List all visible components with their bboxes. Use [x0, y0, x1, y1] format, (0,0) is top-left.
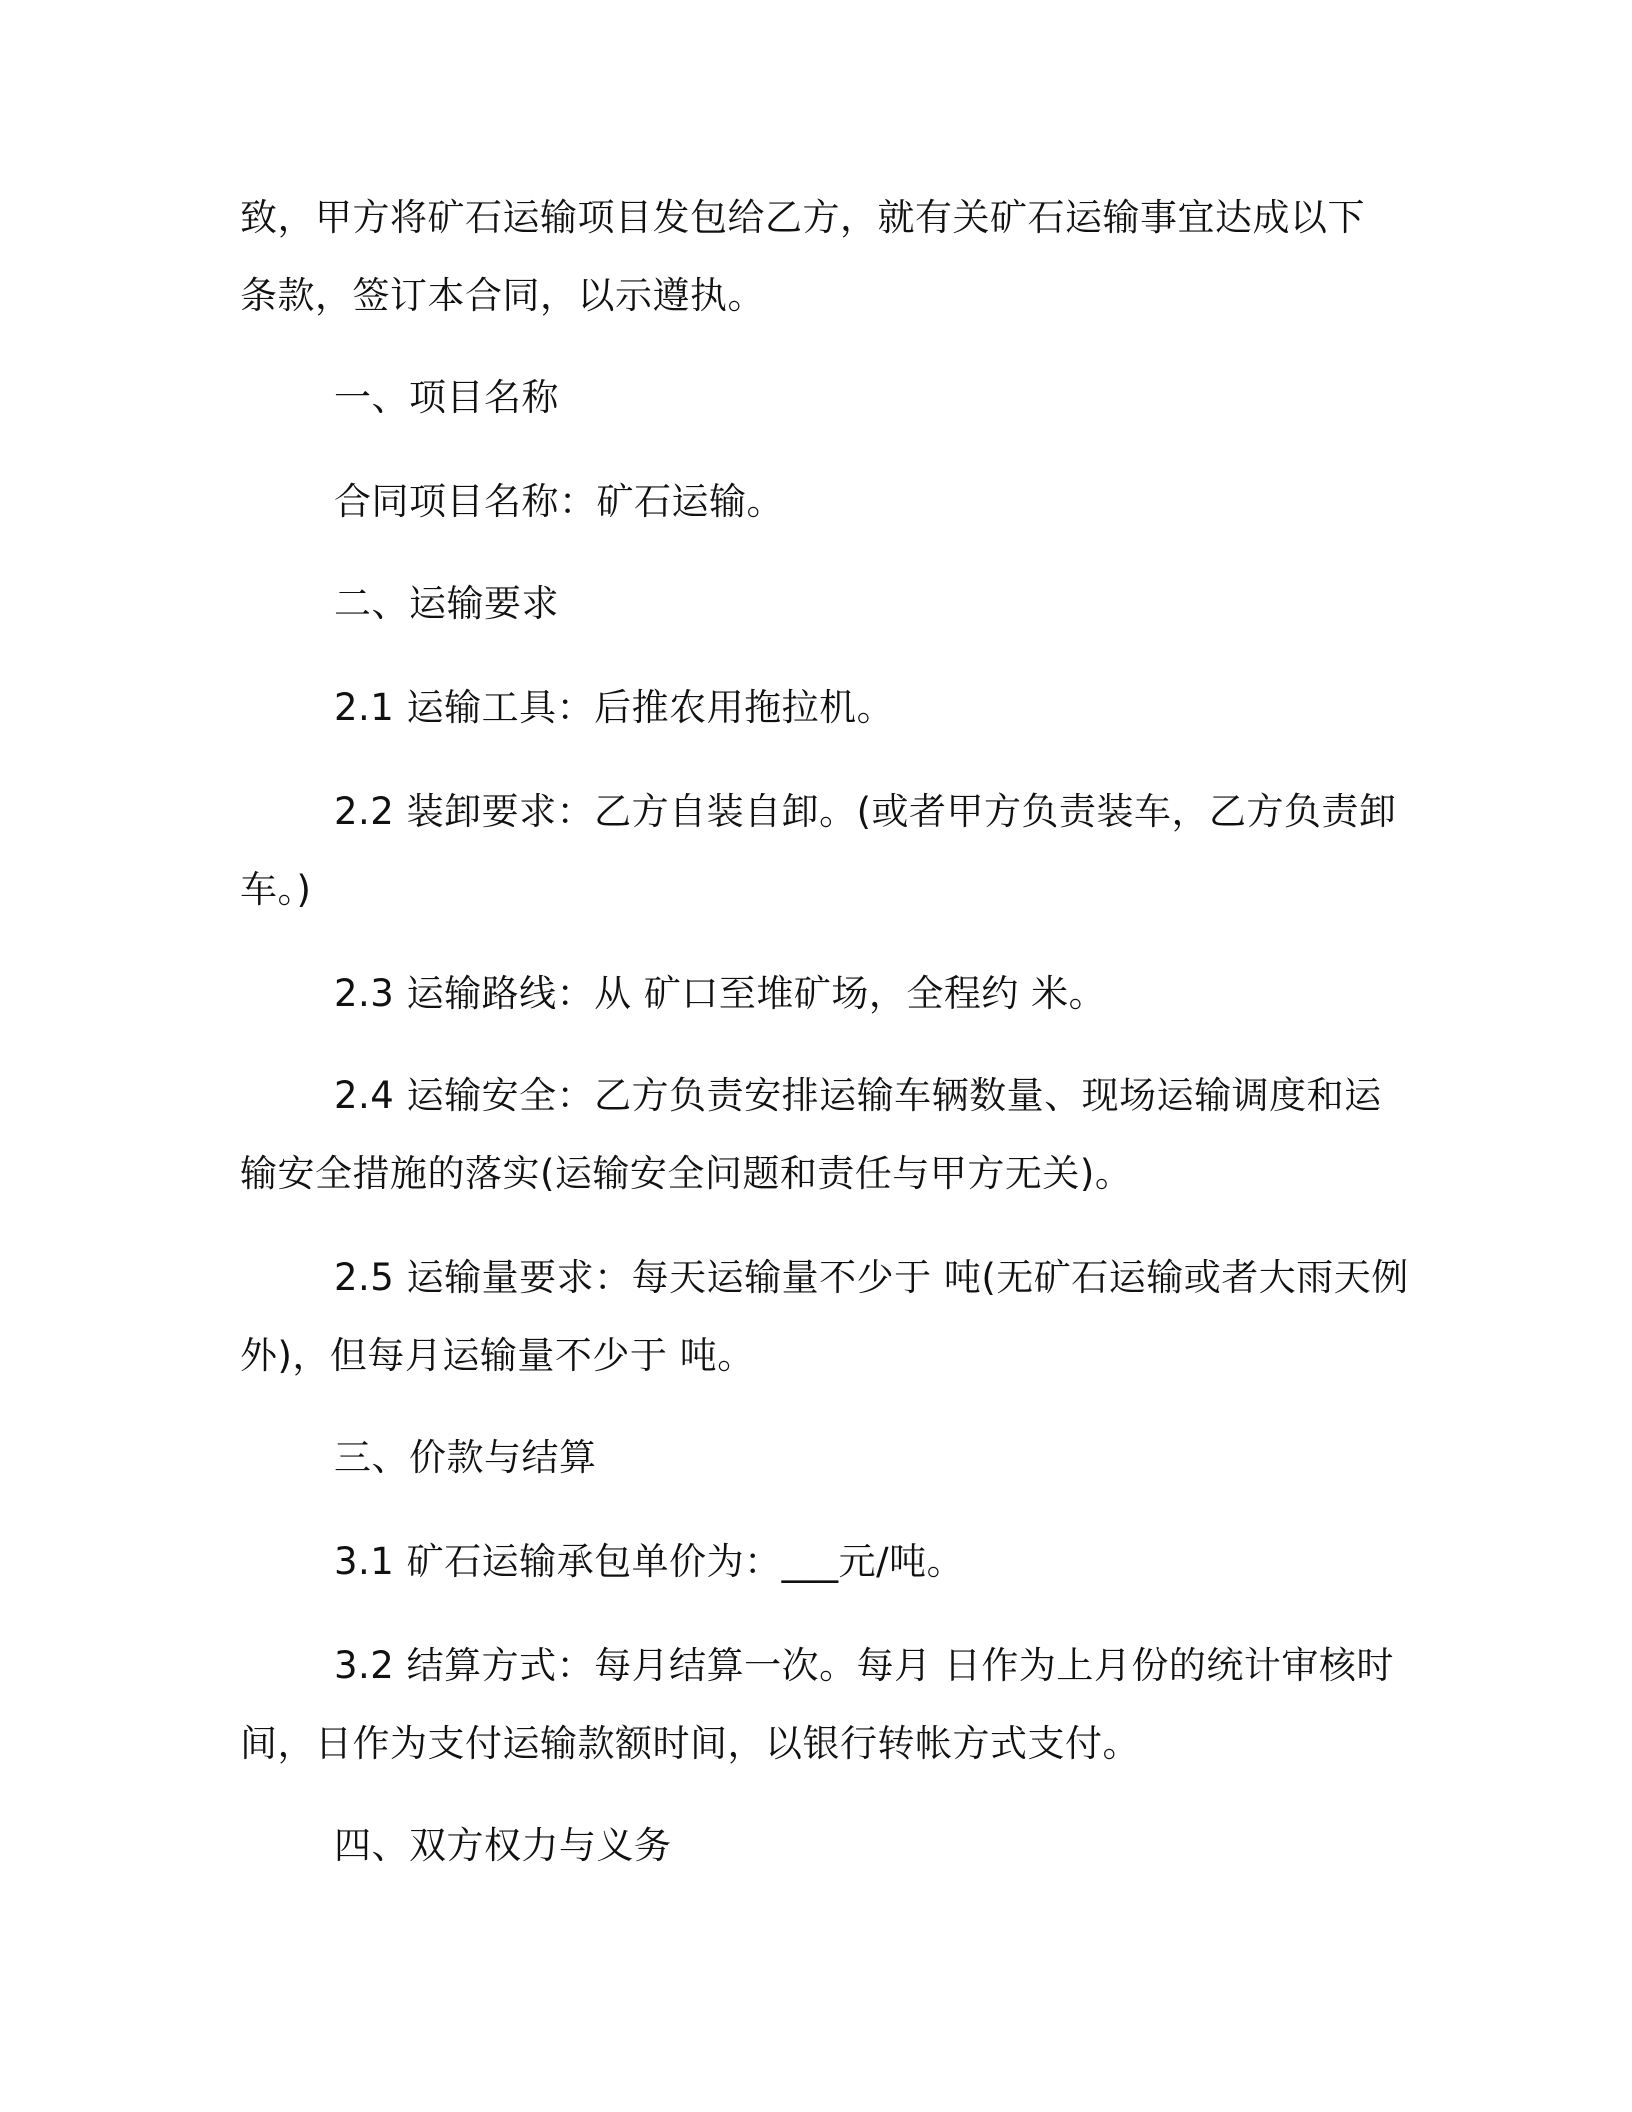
clause-line: 3.1 矿石运输承包单价为：___元/吨。	[334, 1540, 965, 1583]
clause-continuation: 外)，但每月运输量不少于 吨。	[240, 1334, 755, 1377]
section-heading: 二、运输要求	[334, 582, 559, 625]
section-heading: 一、项目名称	[334, 376, 559, 419]
clause-continuation: 车。)	[240, 868, 312, 911]
paragraph-line: 条款，签订本合同，以示遵执。	[240, 274, 765, 317]
section-heading: 三、价款与结算	[334, 1436, 597, 1479]
clause-line: 2.2 装卸要求：乙方自装自卸。(或者甲方负责装车，乙方负责卸	[334, 790, 1397, 833]
clause-continuation: 输安全措施的落实(运输安全问题和责任与甲方无关)。	[240, 1152, 1133, 1195]
section-heading: 四、双方权力与义务	[334, 1824, 672, 1867]
paragraph-line: 合同项目名称：矿石运输。	[334, 480, 784, 523]
clause-line: 2.1 运输工具：后推农用拖拉机。	[334, 686, 895, 729]
paragraph-line: 致，甲方将矿石运输项目发包给乙方，就有关矿石运输事宜达成以下	[240, 196, 1365, 239]
clause-line: 2.5 运输量要求：每天运输量不少于 吨(无矿石运输或者大雨天例	[334, 1256, 1409, 1299]
clause-line: 3.2 结算方式：每月结算一次。每月 日作为上月份的统计审核时	[334, 1644, 1394, 1687]
clause-line: 2.4 运输安全：乙方负责安排运输车辆数量、现场运输调度和运	[334, 1074, 1382, 1117]
clause-continuation: 间，日作为支付运输款额时间，以银行转帐方式支付。	[240, 1722, 1140, 1765]
clause-line: 2.3 运输路线：从 矿口至堆矿场，全程约 米。	[334, 972, 1107, 1015]
